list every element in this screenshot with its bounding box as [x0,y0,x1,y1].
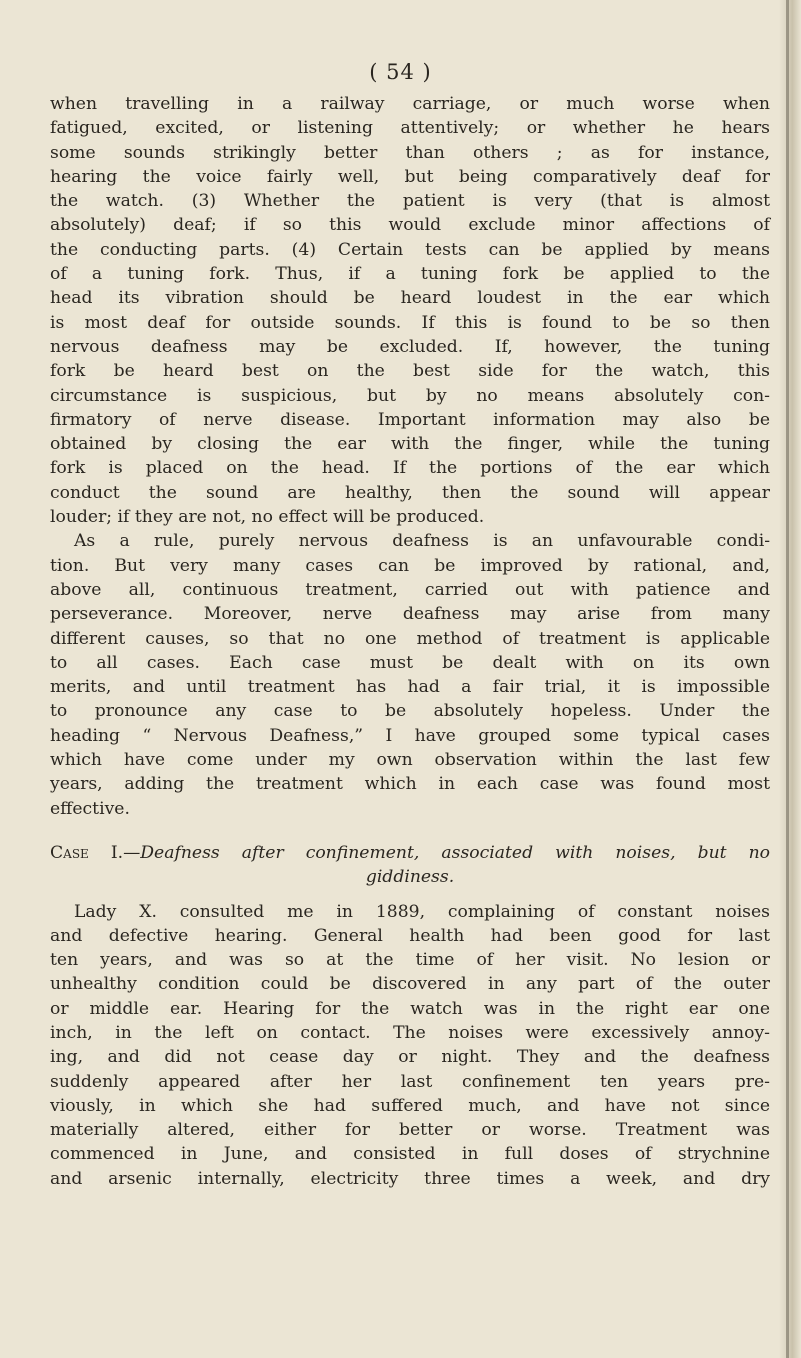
paragraph-3 [50,900,770,1192]
text-line: As a rule, purely nervous deafness is an unfavourable condi- [74,531,770,552]
case-title: —Deafness after confinement, associated with noises, but no [123,842,771,863]
page-number: ( 54 ) [369,60,432,84]
text-line: conduct the sound are healthy, then the sound will appear [50,482,770,503]
text-line: circumstance is suspicious, but by no means absolutely con- [50,385,770,406]
text-line: Lady X. consulted me in 1889, complaining of constant noises [74,901,770,922]
text-line: suddenly appeared after her last confinement ten years pre- [50,1071,770,1092]
text-line: when travelling in a railway carriage, or much worse when [50,94,770,114]
text-line: unhealthy condition could be discovered in any part of the outer [50,974,770,995]
paragraph-2 [50,529,770,821]
text-line: fatigued, excited, or listening attentively; or whether he hears [50,118,770,139]
text-line: of a tuning fork. Thus, if a tuning fork be applied to the [50,264,770,285]
paragraph-1 [50,92,770,529]
text-line: the conducting parts. (4) Certain tests can be applied by means [50,239,770,260]
text-line: to all cases. Each case must be dealt with on its own [50,652,770,673]
text-line: viously, in which she had suffered much, and have not since [50,1095,770,1116]
text-line: ten years, and was so at the time of her visit. No lesion or [50,950,770,971]
text-line: some sounds strikingly better than others ; as for instance, [50,142,770,163]
text-line: years, adding the treatment which in each case was found most [50,774,770,795]
text-line: head its vibration should be heard loudest in the ear which [50,288,770,309]
text-line: different causes, so that no one method of treatment is applicable [50,628,770,649]
text-line: heading “ Nervous Deafness,” I have grouped some typical cases [50,725,770,746]
text-line: materially altered, either for better or worse. Treatment was [50,1120,770,1141]
text-line: which have come under my own observation within the last few [50,750,770,771]
text-line: ing, and did not cease day or night. They and the deafness [50,1047,770,1068]
text-line: or middle ear. Hearing for the watch was in the right ear one [50,998,770,1019]
case-title-continued: giddiness. [365,867,455,888]
text-line: merits, and until treatment has had a fair trial, it is impossible [50,677,770,698]
case-heading-line [50,841,770,865]
text-line: is most deaf for outside sounds. If this is found to be so then [50,312,770,333]
text-line: commenced in June, and consisted in full doses of strychnine [50,1144,770,1165]
page-body [50,92,770,1191]
text-line: perseverance. Moreover, nerve deafness may arise from many [50,604,770,625]
text-line: inch, in the left on contact. The noises were excessively annoy- [50,1022,770,1043]
text-line: the watch. (3) Whether the patient is very (that is almost [50,191,770,212]
text-line: effective. [50,798,130,819]
text-line: tion. But very many cases can be improved by rational, and, [50,555,770,576]
page-binding-shadow [786,0,789,1358]
page-edge [779,0,801,1358]
case-1-heading [50,841,770,890]
text-line: to pronounce any case to be absolutely hopeless. Under the [50,701,770,722]
text-line: louder; if they are not, no effect will be produced. [50,507,485,528]
text-line: and arsenic internally, electricity three times a week, and dry [50,1168,770,1189]
case-label: Case I. [50,842,124,863]
text-line: firmatory of nerve disease. Important information may also be [50,409,770,430]
text-line: nervous deafness may be excluded. If, however, the tuning [50,336,770,357]
text-line: and defective hearing. General health had been good for last [50,925,770,946]
text-line: absolutely) deaf; if so this would exclude minor affections of [50,215,770,236]
text-line: fork is placed on the head. If the portions of the ear which [50,458,770,479]
text-line: obtained by closing the ear with the finger, while the tuning [50,434,770,455]
text-line: hearing the voice fairly well, but being comparatively deaf for [50,166,770,187]
text-line: above all, continuous treatment, carried out with patience and [50,579,770,600]
text-line: fork be heard best on the best side for the watch, this [50,361,770,382]
